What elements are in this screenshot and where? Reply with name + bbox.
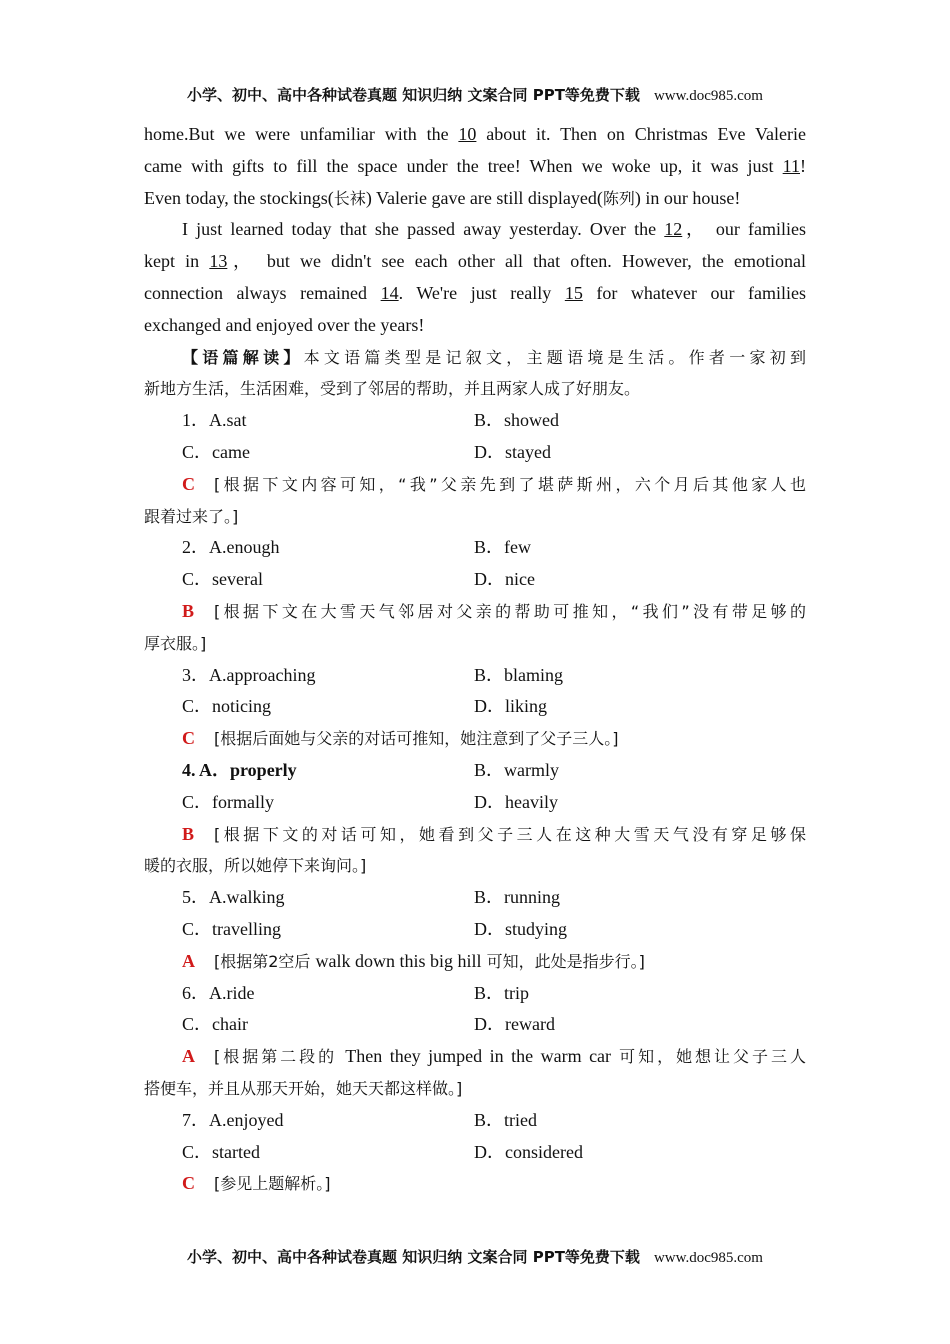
passage-line: I just learned today that she passed away yesterday. Over the 12， our families bbox=[182, 219, 806, 240]
question-4-options-cd: C．formally D．heavily bbox=[182, 791, 558, 812]
question-2-explanation-cont: 厚衣服。] bbox=[144, 633, 207, 653]
question-1-explanation: C [根据下文内容可知，“我”父亲先到了堪萨斯州，六个月后其他家人也 bbox=[144, 469, 806, 501]
question-2-options-ab: 2．A.enough B．few bbox=[182, 537, 531, 558]
question-6-explanation: A [根据第二段的 Then they jumped in the warm car 可知，她想让父子三人 bbox=[144, 1041, 806, 1073]
question-3-explanation: C [根据后面她与父亲的对话可推知，她注意到了父子三人。] bbox=[144, 723, 806, 755]
header-text: 小学、初中、高中各种试卷真题 知识归纳 文案合同 PPT等免费下载 bbox=[187, 86, 640, 104]
answer-7: C bbox=[182, 1173, 195, 1194]
question-7-options-ab: 7．A.enjoyed B．tried bbox=[182, 1109, 537, 1130]
question-4-options-ab: 4. A．properly B．warmly bbox=[182, 759, 559, 780]
header-url[interactable]: www.doc985.com bbox=[653, 88, 763, 104]
question-5-options-ab: 5．A.walking B．running bbox=[182, 887, 561, 908]
question-5-options-cd: C．travelling D．studying bbox=[182, 918, 568, 939]
question-6-options-cd: C．chair D．reward bbox=[182, 1014, 555, 1035]
question-1-options-ab: 1．A.sat B．showed bbox=[182, 410, 559, 431]
analysis-line: 新地方生活，生活困难，受到了邻居的帮助，并且两家人成了好朋友。 bbox=[144, 379, 641, 399]
answer-6: A bbox=[182, 1046, 195, 1067]
question-6-explanation-cont: 搭便车，并且从那天开始，她天天都这样做。] bbox=[144, 1078, 463, 1098]
passage-line: came with gifts to fill the space under the tree! When we woke up, it was just 11! bbox=[144, 155, 806, 176]
question-3-options-cd: C．noticing D．liking bbox=[182, 696, 548, 717]
blank-12: 12 bbox=[664, 219, 683, 240]
page-footer bbox=[0, 1246, 950, 1267]
footer-url[interactable]: www.doc985.com bbox=[653, 1250, 763, 1266]
passage-line: connection always remained 14. We're just really 15 for whatever our families bbox=[144, 282, 806, 303]
question-7-options-cd: C．started D．considered bbox=[182, 1141, 583, 1162]
passage-line: exchanged and enjoyed over the years! bbox=[144, 314, 425, 335]
analysis-line: 【语篇解读】本文语篇类型是记叙文，主题语境是生活。作者一家初到 bbox=[182, 347, 806, 367]
passage-line: Even today, the stockings(长袜) Valerie gave are still displayed(陈列) in our house! bbox=[144, 187, 741, 208]
blank-14: 14 bbox=[380, 282, 399, 303]
answer-5: A bbox=[182, 950, 195, 971]
blank-15: 15 bbox=[564, 282, 583, 303]
question-4-explanation-cont: 暖的衣服，所以她停下来询问。] bbox=[144, 856, 367, 876]
question-2-explanation: B [根据下文在大雪天气邻居对父亲的帮助可推知，“我们”没有带足够的 bbox=[144, 596, 806, 628]
answer-4: B bbox=[182, 823, 195, 844]
question-7-explanation: C [参见上题解析。] bbox=[144, 1168, 806, 1200]
answer-1: C bbox=[182, 473, 195, 494]
question-1-explanation-cont: 跟着过来了。] bbox=[144, 506, 239, 526]
blank-11: 11 bbox=[782, 155, 800, 176]
question-4-explanation: B [根据下文的对话可知，她看到父子三人在这种大雪天气没有穿足够保 bbox=[144, 819, 806, 851]
analysis-label: 【语篇解读】 bbox=[182, 347, 304, 367]
question-3-options-ab: 3．A.approaching B．blaming bbox=[182, 664, 563, 685]
question-5-explanation: A [根据第2空后 walk down this big hill 可知，此处是指步行。] bbox=[144, 946, 806, 978]
passage-line: home.But we were unfamiliar with the 10 about it. Then on Christmas Eve Valerie bbox=[144, 124, 807, 144]
footer-text: 小学、初中、高中各种试卷真题 知识归纳 文案合同 PPT等免费下载 bbox=[187, 1248, 640, 1266]
page-header-top bbox=[0, 84, 950, 105]
answer-3: C bbox=[182, 728, 195, 749]
passage-line: kept in 13， but we didn't see each other all that often. However, the emotional bbox=[144, 251, 806, 272]
question-2-options-cd: C．several D．nice bbox=[182, 569, 535, 590]
question-6-options-ab: 6．A.ride B．trip bbox=[182, 982, 530, 1003]
answer-2: B bbox=[182, 600, 195, 621]
document-body bbox=[144, 119, 806, 1200]
blank-13: 13 bbox=[209, 251, 228, 272]
question-1-options-cd: C．came D．stayed bbox=[182, 441, 551, 462]
blank-10: 10 bbox=[458, 124, 477, 144]
